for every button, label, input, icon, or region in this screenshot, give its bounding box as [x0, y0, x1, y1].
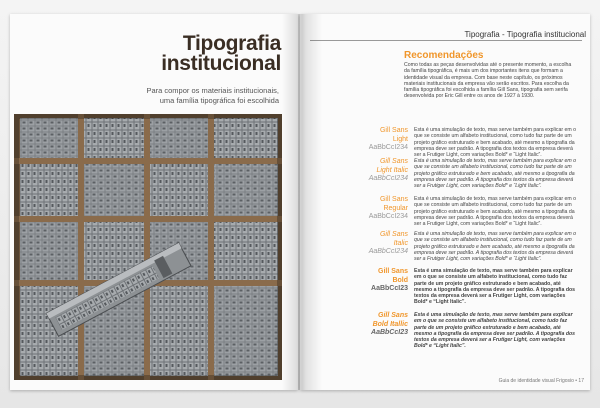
font-weight: Light	[392, 135, 408, 143]
font-sample: AaBbCcI234	[368, 248, 408, 255]
font-sample: AaBbCcI23	[371, 285, 408, 292]
font-weight: Light Italic	[376, 166, 408, 174]
section-title: Recomendações	[404, 50, 484, 61]
font-name: Gill Sans	[378, 268, 408, 275]
font-name: Gill Sans	[379, 158, 408, 165]
font-name: Gill Sans	[378, 312, 408, 319]
specimen-text: Esta é uma simulação de texto, mas serve também para explicar em o que se consiste um alfabeto institucional, como tudo faz parte de um projeto gráfico estruturado e bem acabado, até mesmo a tipografia da empresa deve ser padrão. A tipografia dos textos da empresa deverá ser a Frutiger Light, com variações Bold* e “Light Italic”.	[414, 127, 577, 159]
title-line-2: institucional	[161, 52, 281, 75]
font-name: Gill Sans	[379, 127, 408, 134]
intro-paragraph: Como todas as peças desenvolvidas até o presente momento, a escolha da família tipográfica, é mais um dos importantes itens que formam a identidade visual da empresa. Com base neste capítulo, os próximos materiais institucionais da empresa vão serão escritos. Para escolha da família tipográfica foi escolhida a família Gill Sans, tipografia sem serifa desenvolvida por Eric Gill entre os anos de 1927 à 1930.	[404, 62, 572, 100]
specimen-label	[340, 158, 408, 184]
running-head: Tipografia - Tipografia institucional	[464, 30, 586, 39]
font-sample: AaBbCcI234	[368, 213, 408, 220]
font-sample: AaBbCcI234	[368, 175, 408, 182]
specimen-label	[340, 196, 408, 222]
font-sample: AaBbCcI23	[371, 329, 408, 336]
specimen-text: Esta é uma simulação de texto, mas serve também para explicar em o que se consiste um alfabeto institucional, como tudo faz parte de um projeto gráfico estruturado e bem acabado, até mesmo a tipografia da empresa deve ser padrão. A tipografia dos textos da empresa deverá ser a Frutiger Light, com variações Bold* e “Light Italic”.	[414, 312, 576, 350]
specimen-text: Esta é uma simulação de texto, mas serve também para explicar em o que se consiste um alfabeto institucional, como tudo faz parte de um projeto gráfico estruturado e bem acabado, até mesmo a tipografia da empresa deve ser padrão. A tipografia dos textos da empresa deverá ser a Frutiger Light, com variações Bold* e “Light Italic”.	[414, 196, 577, 228]
specimen-label	[340, 127, 408, 153]
font-name: Gill Sans	[379, 196, 408, 203]
specimen-label	[340, 312, 408, 338]
font-weight: Bold	[392, 276, 408, 284]
font-name: Gill Sans	[379, 231, 408, 238]
font-weight: Bold Itallic	[372, 320, 408, 328]
specimen-label	[340, 268, 408, 294]
specimen-label	[340, 231, 408, 257]
title-line-1: Tipografia	[182, 32, 281, 55]
type-case-image	[14, 114, 282, 380]
specimen-text: Esta é uma simulação de texto, mas serve também para explicar em o que se consiste um alfabeto institucional, como tudo faz parte de um projeto gráfico estruturado e bem acabado, até mesmo a tipografia da empresa deve ser padrão. A tipografia dos textos da empresa deverá ser a Frutiger Light, com variações Bold* e “Light Italic”.	[414, 158, 577, 190]
font-weight: Regular	[383, 204, 408, 212]
font-weight: Italic	[393, 239, 408, 247]
specimen-text: Esta é uma simulação de texto, mas serve também para explicar em o que se consiste um alfabeto institucional, como tudo faz parte de um projeto gráfico estruturado e bem acabado, até mesmo a tipografia da empresa deve ser padrão. A tipografia dos textos da empresa deverá ser a Frutiger Light, com variações Bold* e “Light Italic”.	[414, 268, 576, 306]
specimen-text: Esta é uma simulação de texto, mas serve também para explicar em o que se consiste um alfabeto institucional, como tudo faz parte de um projeto gráfico estruturado e bem acabado, até mesmo a tipografia da empresa deve ser padrão. A tipografia dos textos da empresa deverá ser a Frutiger Light, com variações Bold* e “Light Italic”.	[414, 231, 577, 263]
page-subtitle: Para compor os materiais institucionais, uma família tipográfica foi escolhida	[146, 86, 279, 105]
page-footer: Guia de identidade visual Frigosio • 17	[498, 378, 584, 384]
header-divider	[310, 40, 582, 41]
type-case-photo	[14, 114, 282, 380]
page-title	[136, 34, 281, 74]
font-sample: AaBbCcI234	[368, 144, 408, 151]
